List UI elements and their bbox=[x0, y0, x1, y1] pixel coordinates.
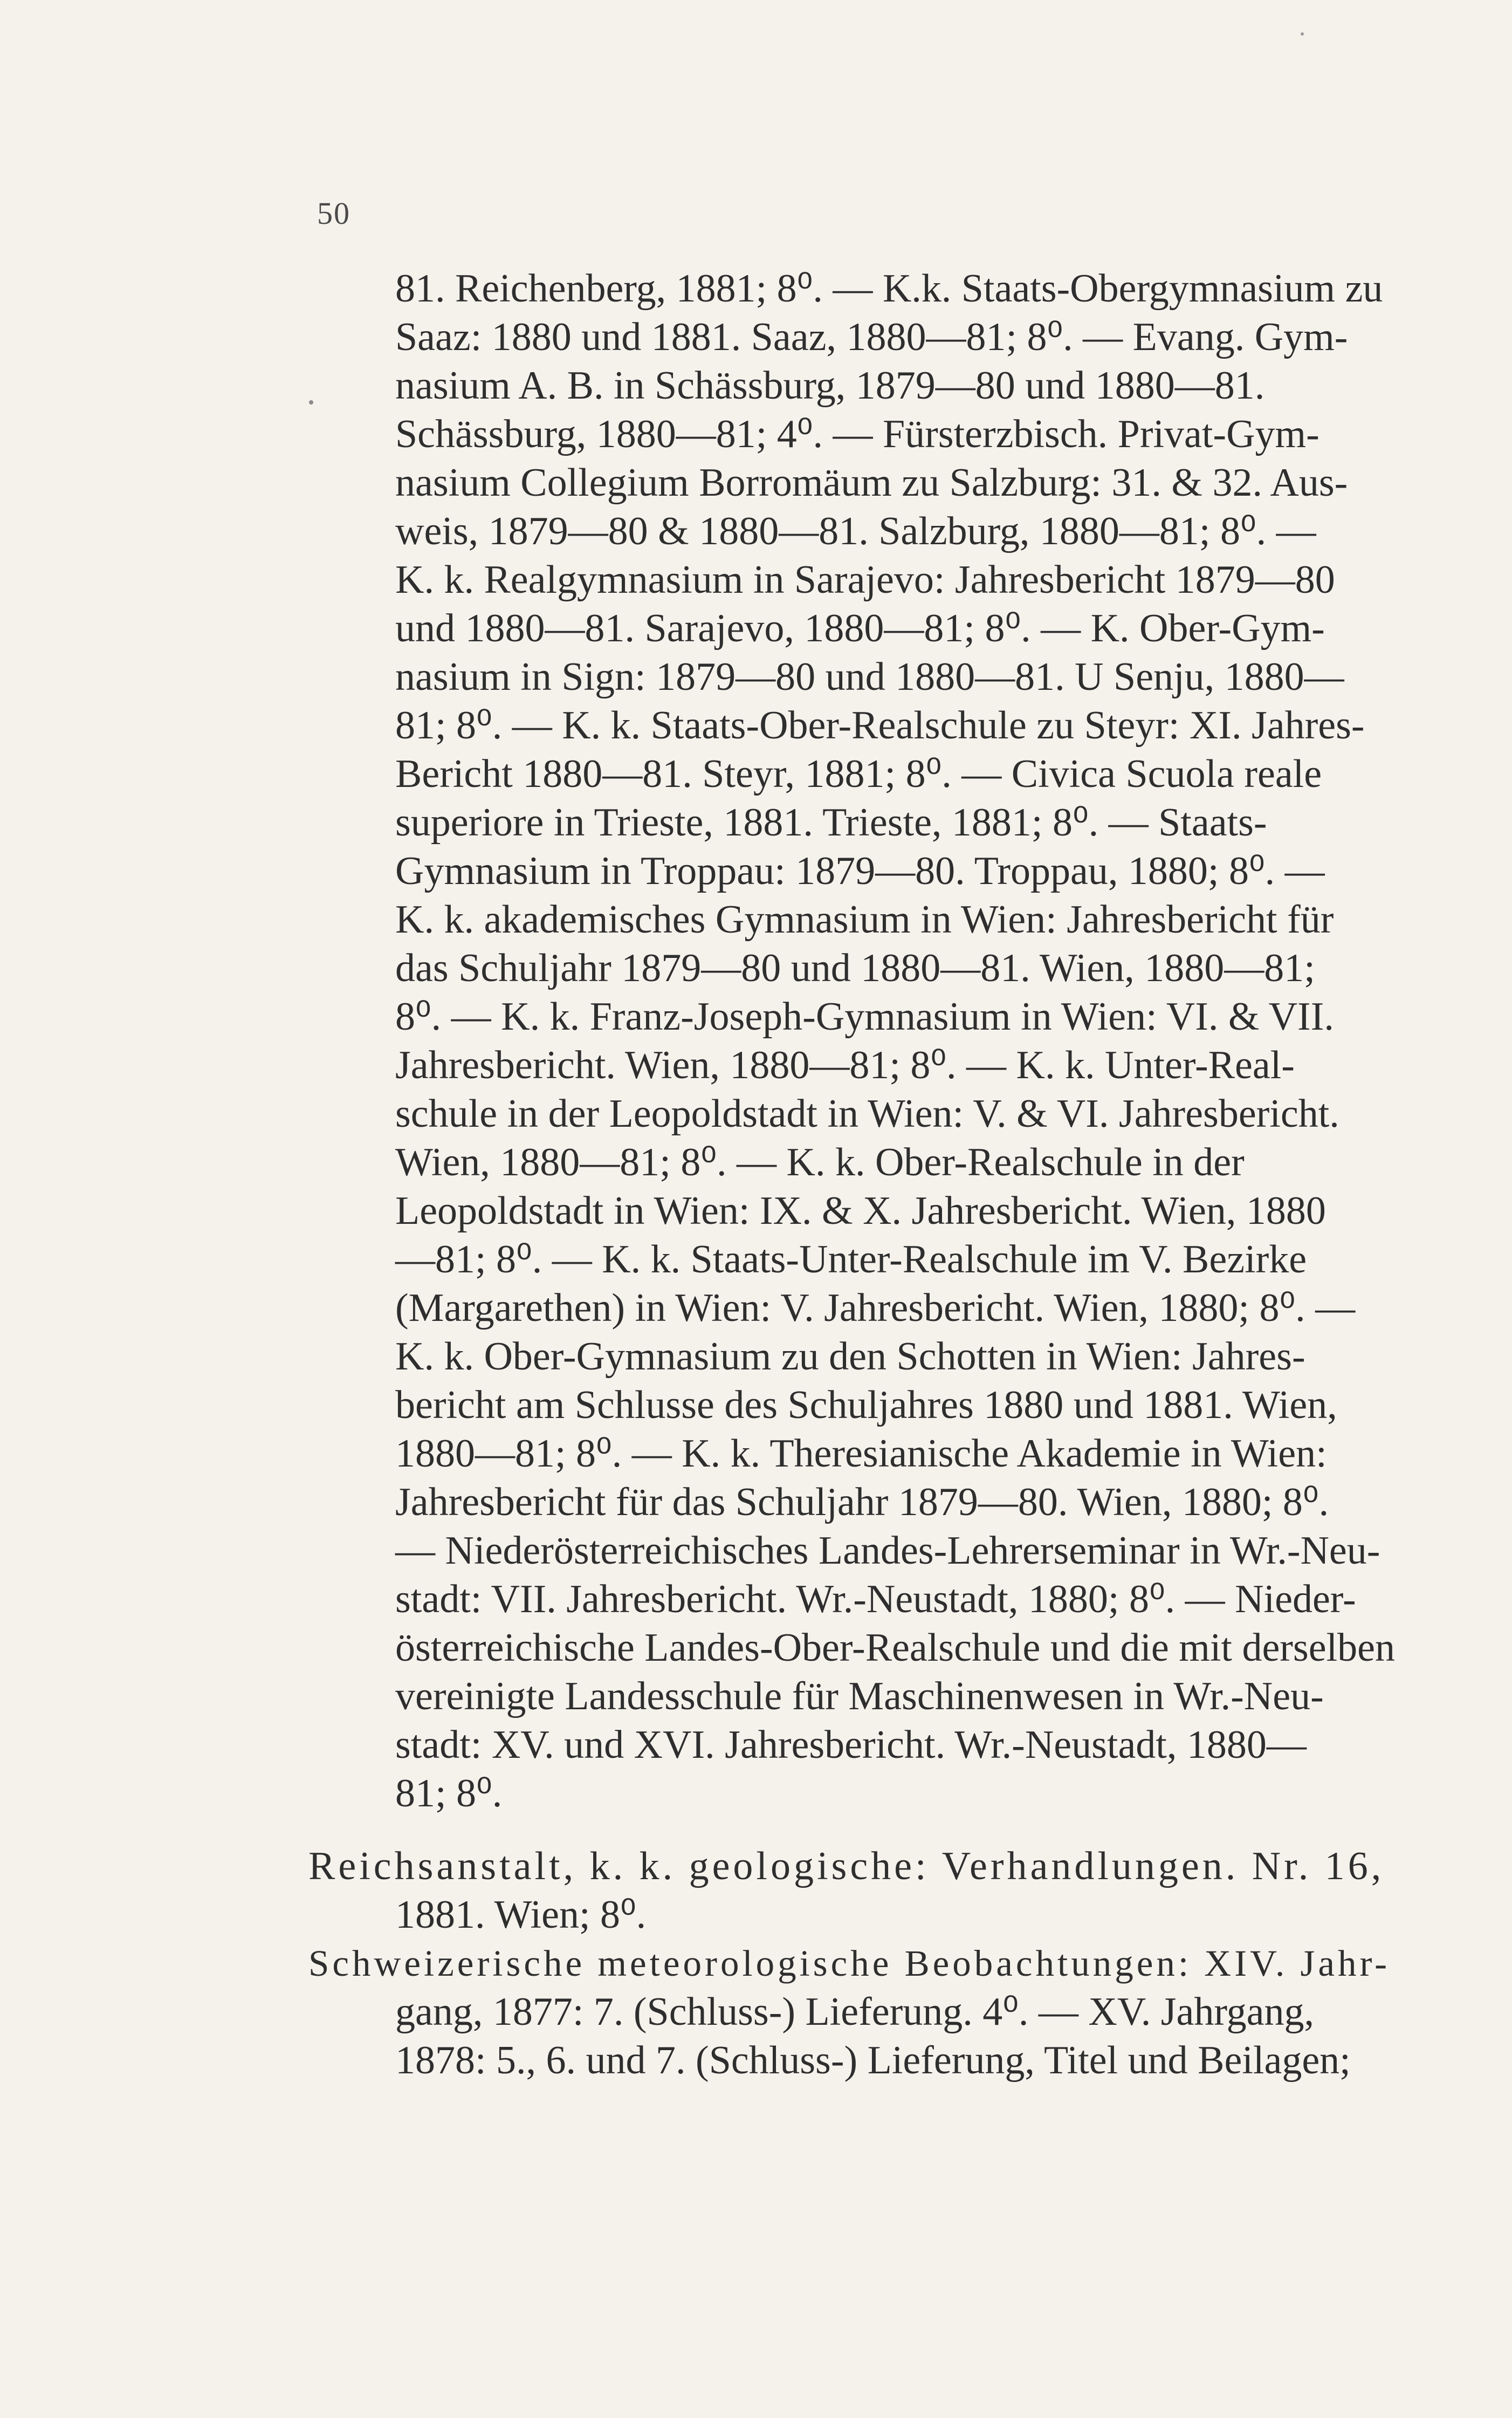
text-line: 81; 8⁰. bbox=[395, 1771, 503, 1816]
text-line: nasium Collegium Borromäum zu Salzburg: 31. & 32. Aus- bbox=[395, 461, 1348, 505]
text-line: stadt: VII. Jahresbericht. Wr.-Neustadt, 1880; 8⁰. — Nieder- bbox=[395, 1577, 1356, 1621]
text-line: österreichische Landes-Ober-Realschule und die mit derselben bbox=[395, 1626, 1395, 1670]
text-line: Schässburg, 1880—81; 4⁰. — Fürsterzbisch. Privat-Gym- bbox=[395, 412, 1319, 456]
text-line: K. k. akademisches Gymnasium in Wien: Jahresbericht für bbox=[395, 898, 1334, 942]
text-line: K. k. Realgymnasium in Sarajevo: Jahresbericht 1879—80 bbox=[395, 558, 1335, 602]
entry-heading-line: Reichsanstalt, k. k. geologische: Verhandlungen. Nr. 16, bbox=[308, 1844, 1385, 1888]
text-line: 8⁰. — K. k. Franz-Joseph-Gymnasium in Wien: VI. & VII. bbox=[395, 995, 1334, 1039]
margin-mark bbox=[309, 400, 313, 405]
text-line: nasium A. B. in Schässburg, 1879—80 und 1880—81. bbox=[395, 364, 1265, 408]
text-line: vereinigte Landesschule für Maschinenwesen in Wr.-Neu- bbox=[395, 1674, 1324, 1718]
text-line: Jahresbericht. Wien, 1880—81; 8⁰. — K. k. Unter-Real- bbox=[395, 1043, 1295, 1087]
text-line: Saaz: 1880 und 1881. Saaz, 1880—81; 8⁰. — Evang. Gym- bbox=[395, 315, 1348, 359]
page-number: 50 bbox=[317, 196, 350, 231]
entry-heading-line: Schweizerische meteorologische Beobachtungen: XIV. Jahr- bbox=[308, 1943, 1391, 1984]
text-line: 81; 8⁰. — K. k. Staats-Ober-Realschule zu Steyr: XI. Jahres- bbox=[395, 703, 1365, 748]
text-line: schule in der Leopoldstadt in Wien: V. & VI. Jahresbericht. bbox=[395, 1092, 1339, 1136]
text-line: Wien, 1880—81; 8⁰. — K. k. Ober-Realschule in der bbox=[395, 1140, 1245, 1184]
text-line: 1880—81; 8⁰. — K. k. Theresianische Akademie in Wien: bbox=[395, 1431, 1327, 1476]
text-line: Gymnasium in Troppau: 1879—80. Troppau, 1880; 8⁰. — bbox=[395, 849, 1325, 893]
text-line: 1881. Wien; 8⁰. bbox=[395, 1893, 647, 1937]
text-line: Jahresbericht für das Schuljahr 1879—80. Wien, 1880; 8⁰. bbox=[395, 1480, 1329, 1524]
text-line: weis, 1879—80 & 1880—81. Salzburg, 1880—81; 8⁰. — bbox=[395, 509, 1316, 553]
text-line: Bericht 1880—81. Steyr, 1881; 8⁰. — Civica Scuola reale bbox=[395, 752, 1322, 796]
text-line: 1878: 5., 6. und 7. (Schluss-) Lieferung, Titel und Beilagen; bbox=[395, 2038, 1351, 2083]
text-line: —81; 8⁰. — K. k. Staats-Unter-Realschule im V. Bezirke bbox=[395, 1237, 1307, 1282]
text-line: Leopoldstadt in Wien: IX. & X. Jahresbericht. Wien, 1880 bbox=[395, 1189, 1326, 1233]
text-line: das Schuljahr 1879—80 und 1880—81. Wien, 1880—81; bbox=[395, 946, 1315, 990]
text-line: superiore in Trieste, 1881. Trieste, 1881; 8⁰. — Staats- bbox=[395, 800, 1267, 845]
text-line: 81. Reichenberg, 1881; 8⁰. — K.k. Staats-Obergymnasium zu bbox=[395, 266, 1383, 311]
text-line: bericht am Schlusse des Schuljahres 1880 und 1881. Wien, bbox=[395, 1383, 1337, 1427]
paper-speck bbox=[1301, 32, 1304, 36]
text-line: (Margarethen) in Wien: V. Jahresbericht. Wien, 1880; 8⁰. — bbox=[395, 1286, 1356, 1330]
text-line: nasium in Sign: 1879—80 und 1880—81. U Senju, 1880— bbox=[395, 655, 1344, 699]
text-line: und 1880—81. Sarajevo, 1880—81; 8⁰. — K. Ober-Gym- bbox=[395, 606, 1325, 650]
text-line: K. k. Ober-Gymnasium zu den Schotten in Wien: Jahres- bbox=[395, 1334, 1305, 1379]
text-line: gang, 1877: 7. (Schluss-) Lieferung. 4⁰. — XV. Jahrgang, bbox=[395, 1990, 1315, 2034]
text-line: — Niederösterreichisches Landes-Lehrerseminar in Wr.-Neu- bbox=[395, 1529, 1380, 1573]
text-line: stadt: XV. und XVI. Jahresbericht. Wr.-Neustadt, 1880— bbox=[395, 1723, 1307, 1767]
